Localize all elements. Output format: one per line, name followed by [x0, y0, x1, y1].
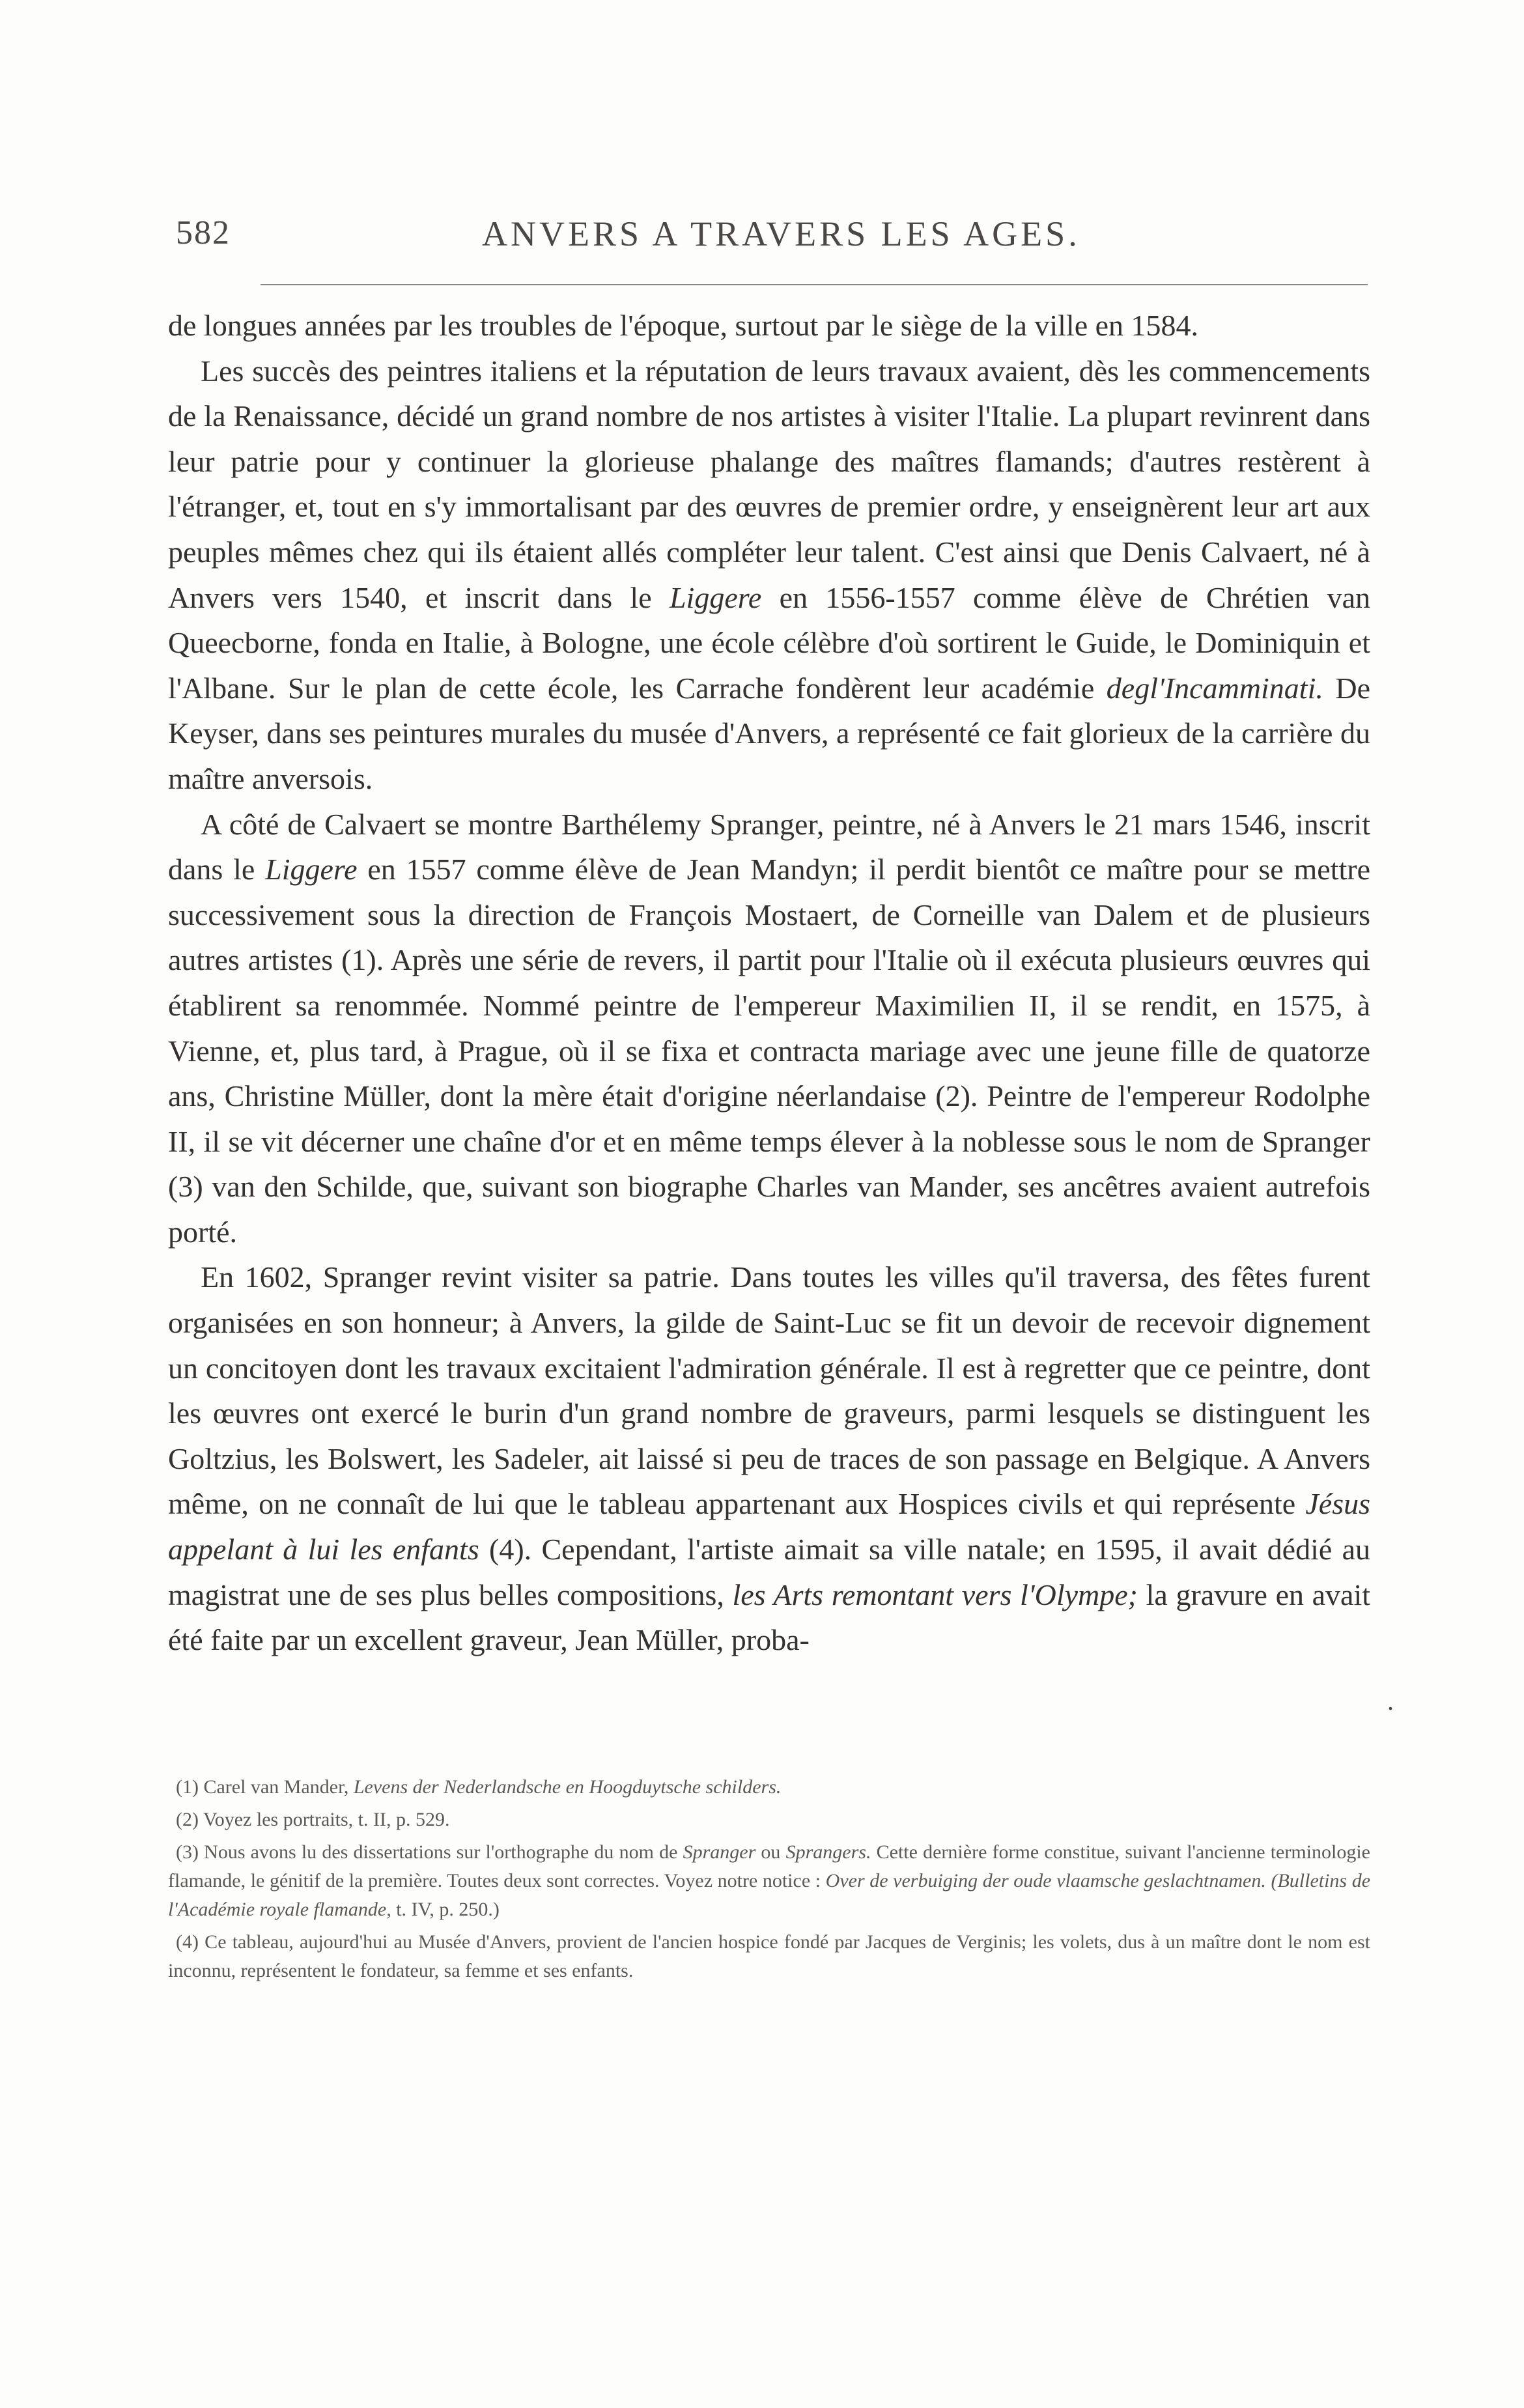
footnote-3-spranger: Spranger: [683, 1841, 756, 1863]
liggere-italic-2: Liggere: [265, 853, 358, 886]
footnote-2: [168, 1806, 1370, 1834]
incamminati-italic: degl'Incamminati.: [1106, 671, 1323, 705]
running-title: ANVERS A TRAVERS LES AGES.: [482, 214, 1080, 253]
footnote-1-title: Levens der Nederlandsche en Hoogduytsche schilders.: [353, 1776, 782, 1798]
page-number: 582: [176, 214, 231, 251]
footnote-3-title: Over de verbuiging der oude vlaamsche geslachtnamen. (Bulletins de l'Académie royale flamande,: [168, 1870, 1371, 1920]
footnote-1-text: (1) Carel van Mander,: [176, 1776, 354, 1798]
arts-title-italic: les Arts remontant vers l'Olympe;: [732, 1578, 1138, 1611]
paragraph-2-text-c: De Keyser, dans ses peintures murales du musée d'Anvers, a représenté ce fait glorieux de la carrière du maître anversois.: [168, 671, 1370, 795]
footnote-3: [168, 1838, 1370, 1924]
margin-mark: .: [1387, 1686, 1394, 1716]
footnote-3-text-c: Cette dernière forme constitue, suivant l'ancienne terminologie flamande, le génitif de la première. Toutes deux sont correctes. Voyez notre notice :: [168, 1841, 1371, 1891]
paragraph-1: [168, 303, 1370, 348]
footnote-3-text-b: ou: [755, 1841, 786, 1863]
paragraph-2: [168, 348, 1370, 802]
footnote-4: [168, 1928, 1370, 1985]
main-text: [168, 303, 1370, 1663]
paragraph-4-text-c: la gravure en avait été faite par un excellent graveur, Jean Müller, proba-: [168, 1578, 1371, 1657]
footnote-2-text: (2) Voyez les portraits, t. II, p. 529.: [176, 1809, 450, 1830]
header-rule: [261, 284, 1368, 285]
paragraph-2-text-a: Les succès des peintres italiens et la réputation de leurs travaux avaient, dès les commencements de la Renaissance, décidé un grand nombre de nos artistes à visiter l'Italie. La plupart revinrent dans leur patrie pour y continuer la glorieuse phalange des maîtres flamands; d'autres restèrent à l'étranger, et, tout en s'y immortalisant par des œuvres de premier ordre, y enseignèrent leur art aux peuples mêmes chez qui ils étaient allés compléter leur talent. C'est ainsi que Denis Calvaert, né à Anvers vers 1540, et inscrit dans le: [168, 354, 1370, 614]
paragraph-3-text-a: A côté de Calvaert se montre Barthélemy Spranger, peintre, né à Anvers le 21 mars 1546, inscrit dans le: [168, 807, 1370, 886]
page-header: [176, 214, 1368, 266]
paragraph-4-text-b: (4). Cependant, l'artiste aimait sa ville natale; en 1595, il avait dédié au magistrat une de ses plus belles compositions,: [168, 1533, 1371, 1611]
paragraph-3-text-b: en 1557 comme élève de Jean Mandyn; il perdit bientôt ce maître pour se mettre successivement sous la direction de François Mostaert, de Corneille van Dalem et de plusieurs autres artistes (1). Après une série de revers, il partit pour l'Italie où il exécuta plusieurs œuvres qui établirent sa renommée. Nommé peintre de l'empereur Maximilien II, il se rendit, en 1575, à Vienne, et, plus tard, à Prague, où il se fixa et contracta mariage avec une jeune fille de quatorze ans, Christine Müller, dont la mère était d'origine néerlandaise (2). Peintre de l'empereur Rodolphe II, il se vit décerner une chaîne d'or et en même temps élever à la noblesse sous le nom de Spranger (3) van den Schilde, que, suivant son biographe Charles van Mander, ses ancêtres avaient autrefois porté.: [168, 853, 1370, 1249]
paragraph-3: [168, 802, 1370, 1255]
footnotes: [168, 1773, 1370, 1989]
jesus-title-italic: Jésus appelant à lui les enfants: [168, 1487, 1370, 1566]
paragraph-1-text: de longues années par les troubles de l'époque, surtout par le siège de la ville en 1584.: [168, 309, 1199, 342]
footnote-3-text-d: t. IV, p. 250.): [391, 1899, 500, 1920]
footnote-4-text: (4) Ce tableau, aujourd'hui au Musée d'Anvers, provient de l'ancien hospice fondé par Jacques de Verginis; les volets, dus à un maître dont le nom est inconnu, représentent le fondateur, sa femme et ses enfants.: [168, 1931, 1370, 1981]
footnote-3-text-a: (3) Nous avons lu des dissertations sur l'orthographe du nom de: [176, 1841, 683, 1863]
paragraph-2-text-b: en 1556-1557 comme élève de Chrétien van Queecborne, fonda en Italie, à Bologne, une école célèbre d'où sortirent le Guide, le Dominiquin et l'Albane. Sur le plan de cette école, les Carrache fondèrent leur académie: [168, 580, 1371, 705]
paragraph-4-text-a: En 1602, Spranger revint visiter sa patrie. Dans toutes les villes qu'il traversa, des fêtes furent organisées en son honneur; à Anvers, la gilde de Saint-Luc se fit un devoir de recevoir dignement un concitoyen dont les travaux excitaient l'admiration générale. Il est à regretter que ce peintre, dont les œuvres ont exercé le burin d'un grand nombre de graveurs, parmi lesquels se distinguent les Goltzius, les Bolswert, les Sadeler, ait laissé si peu de traces de son passage en Belgique. A Anvers même, on ne connaît de lui que le tableau appartenant aux Hospices civils et qui représente: [168, 1260, 1370, 1521]
footnote-3-sprangers: Sprangers.: [785, 1841, 871, 1863]
liggere-italic: Liggere: [669, 580, 762, 614]
footnote-1: [168, 1773, 1370, 1802]
paragraph-4: [168, 1254, 1370, 1662]
